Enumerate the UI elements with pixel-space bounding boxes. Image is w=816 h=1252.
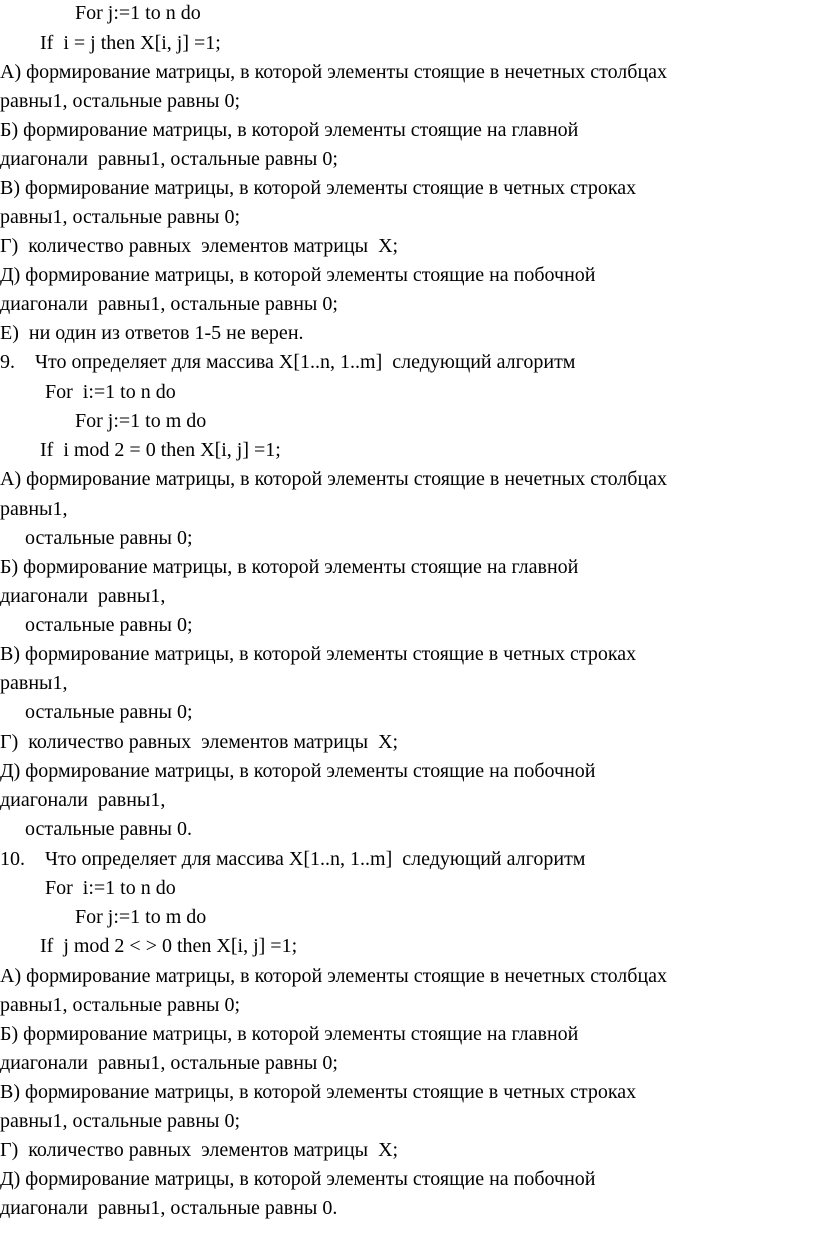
question-9-title: 9. Что определяет для массива X[1..n, 1..m] следующий алгоритм [0,351,576,373]
answer-option-d: Д) формирование матрицы, в которой элементы стоящие на побочной [0,760,596,782]
code-line: If i mod 2 = 0 then X[i, j] =1; [0,439,281,461]
code-line: For j:=1 to m do [0,906,207,928]
answer-text-line: диагонали равны1, остальные равны 0. [0,1197,338,1219]
answer-text-line: диагонали равны1, остальные равны 0; [0,293,338,315]
code-line: For j:=1 to m do [0,410,207,432]
answer-option-a: А) формирование матрицы, в которой элементы стоящие в нечетных столбцах [0,965,668,987]
answer-text-line: равны1, [0,498,68,520]
code-line: For j:=1 to n do [0,2,201,24]
answer-option-v: В) формирование матрицы, в которой элементы стоящие в четных строках [0,643,637,665]
answer-option-g: Г) количество равных элементов матрицы X; [0,235,399,257]
answer-text-line: равны1, остальные равны 0; [0,90,241,112]
answer-text-line: остальные равны 0; [0,527,193,549]
code-line: For i:=1 to n do [0,381,176,403]
answer-option-a: А) формирование матрицы, в которой элементы стоящие в нечетных столбцах [0,61,668,83]
answer-text-line: диагонали равны1, [0,585,166,607]
answer-text-line: диагонали равны1, остальные равны 0; [0,148,338,170]
answer-text-line: остальные равны 0; [0,701,193,723]
answer-text-line: диагонали равны1, [0,789,166,811]
code-line: If i = j then X[i, j] =1; [0,32,221,54]
answer-option-b: Б) формирование матрицы, в которой элементы стоящие на главной [0,556,579,578]
answer-option-v: В) формирование матрицы, в которой элементы стоящие в четных строках [0,1081,637,1103]
answer-text-line: равны1, остальные равны 0; [0,1110,241,1132]
answer-option-d: Д) формирование матрицы, в которой элементы стоящие на побочной [0,264,596,286]
answer-option-e: Е) ни один из ответов 1-5 не верен. [0,322,304,344]
answer-text-line: диагонали равны1, остальные равны 0; [0,1052,338,1074]
answer-option-b: Б) формирование матрицы, в которой элементы стоящие на главной [0,119,579,141]
answer-option-v: В) формирование матрицы, в которой элементы стоящие в четных строках [0,177,637,199]
answer-option-a: А) формирование матрицы, в которой элементы стоящие в нечетных столбцах [0,468,668,490]
question-10-title: 10. Что определяет для массива X[1..n, 1..m] следующий алгоритм [0,848,586,870]
answer-text-line: равны1, остальные равны 0; [0,206,241,228]
answer-text-line: равны1, [0,672,68,694]
answer-option-g: Г) количество равных элементов матрицы X; [0,1139,399,1161]
answer-text-line: остальные равны 0; [0,614,193,636]
answer-text-line: равны1, остальные равны 0; [0,994,241,1016]
code-line: For i:=1 to n do [0,877,176,899]
answer-option-d: Д) формирование матрицы, в которой элементы стоящие на побочной [0,1168,596,1190]
answer-option-b: Б) формирование матрицы, в которой элементы стоящие на главной [0,1023,579,1045]
answer-text-line: остальные равны 0. [0,818,192,840]
code-line: If j mod 2 < > 0 then X[i, j] =1; [0,935,298,957]
answer-option-g: Г) количество равных элементов матрицы X; [0,731,399,753]
